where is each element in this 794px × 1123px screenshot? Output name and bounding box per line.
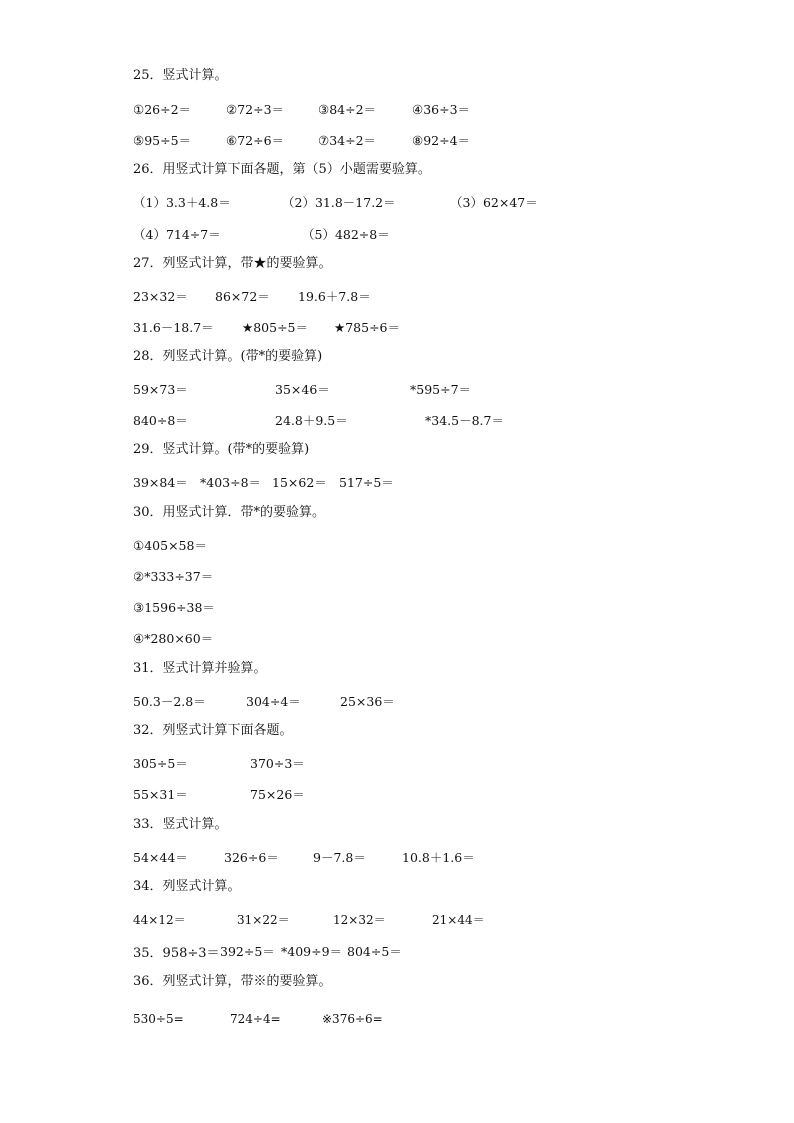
- q29-item-3: 15×62＝: [272, 475, 327, 490]
- q25-item-7: ⑦34÷2＝: [318, 133, 377, 148]
- q33-item-2: 326÷6＝: [224, 850, 279, 865]
- q31-item-2: 304÷4＝: [246, 694, 301, 709]
- q36-item-1: 530÷5=: [133, 1012, 184, 1026]
- q31-title: 31．竖式计算并验算。: [133, 661, 267, 676]
- q34-item-2: 31×22＝: [237, 913, 290, 927]
- q27-item-4: 31.6－18.7＝: [133, 320, 214, 335]
- q25-item-1: ①26÷2＝: [133, 102, 192, 117]
- q30-item-3: ③1596÷38＝: [133, 600, 215, 615]
- q25-item-2: ②72÷3＝: [226, 102, 285, 117]
- q30-item-1: ①405×58＝: [133, 538, 207, 553]
- q30-title: 30．用竖式计算．带*的要验算。: [133, 505, 326, 520]
- q27-item-2: 86×72＝: [215, 289, 270, 304]
- q28-item-4: 840÷8＝: [133, 413, 188, 428]
- q32-item-4: 75×26＝: [250, 787, 305, 802]
- q27-title: 27．列竖式计算，带★的要验算。: [133, 256, 332, 271]
- q25-title: 25．竖式计算。: [133, 68, 228, 83]
- q29-item-2: *403÷8＝: [200, 475, 262, 490]
- q26-item-4: （4）714÷7＝: [133, 227, 221, 242]
- q27-item-3: 19.6＋7.8＝: [298, 289, 371, 304]
- q28-item-5: 24.8＋9.5＝: [275, 413, 348, 428]
- q26-item-2: （2）31.8－17.2＝: [282, 195, 396, 210]
- q27-item-6: ★785÷6＝: [334, 320, 400, 335]
- q28-item-1: 59×73＝: [133, 382, 188, 397]
- q26-title: 26．用竖式计算下面各题，第（5）小题需要验算。: [133, 162, 431, 177]
- q30-item-4: ④*280×60＝: [133, 631, 214, 646]
- q26-item-1: （1）3.3＋4.8＝: [133, 195, 231, 210]
- q34-item-4: 21×44＝: [432, 913, 485, 927]
- q35-item-1: 35．958÷3＝: [133, 946, 220, 961]
- q32-item-2: 370÷3＝: [250, 756, 305, 771]
- q29-title: 29．竖式计算。(带*的要验算): [133, 442, 310, 457]
- q29-item-1: 39×84＝: [133, 475, 188, 490]
- q25-item-5: ⑤95÷5＝: [133, 133, 192, 148]
- q28-item-3: *595÷7＝: [410, 382, 472, 397]
- q35-item-3: *409÷9＝: [281, 944, 343, 959]
- q25-item-6: ⑥72÷6＝: [226, 133, 285, 148]
- q32-item-3: 55×31＝: [133, 787, 188, 802]
- q34-item-3: 12×32＝: [333, 913, 386, 927]
- q35-item-2: 392÷5＝: [220, 944, 275, 959]
- q33-item-4: 10.8＋1.6＝: [402, 850, 475, 865]
- q35-item-4: 804÷5＝: [347, 944, 402, 959]
- q33-title: 33．竖式计算。: [133, 817, 228, 832]
- q25-item-8: ⑧92÷4＝: [412, 133, 471, 148]
- q28-item-2: 35×46＝: [275, 382, 330, 397]
- q30-item-2: ②*333÷37＝: [133, 569, 214, 584]
- q25-item-3: ③84÷2＝: [318, 102, 377, 117]
- q29-item-4: 517÷5＝: [339, 475, 394, 490]
- q36-item-3: ※376÷6=: [322, 1012, 383, 1026]
- q32-item-1: 305÷5＝: [133, 756, 188, 771]
- q25-item-4: ④36÷3＝: [412, 102, 471, 117]
- q34-item-1: 44×12＝: [133, 913, 186, 927]
- q28-title: 28．列竖式计算。(带*的要验算): [133, 349, 323, 364]
- q34-title: 34．列竖式计算。: [133, 879, 241, 894]
- q36-item-2: 724÷4=: [230, 1012, 281, 1026]
- q31-item-3: 25×36＝: [340, 694, 395, 709]
- q28-item-6: *34.5－8.7＝: [425, 413, 504, 428]
- q26-item-5: （5）482÷8＝: [302, 227, 390, 242]
- q27-item-1: 23×32＝: [133, 289, 188, 304]
- q36-title: 36．列竖式计算，带※的要验算。: [133, 974, 332, 989]
- q33-item-1: 54×44＝: [133, 850, 188, 865]
- q26-item-3: （3）62×47＝: [450, 195, 538, 210]
- q31-item-1: 50.3－2.8＝: [133, 694, 206, 709]
- q33-item-3: 9－7.8＝: [313, 850, 366, 865]
- q27-item-5: ★805÷5＝: [242, 320, 308, 335]
- q32-title: 32．列竖式计算下面各题。: [133, 723, 293, 738]
